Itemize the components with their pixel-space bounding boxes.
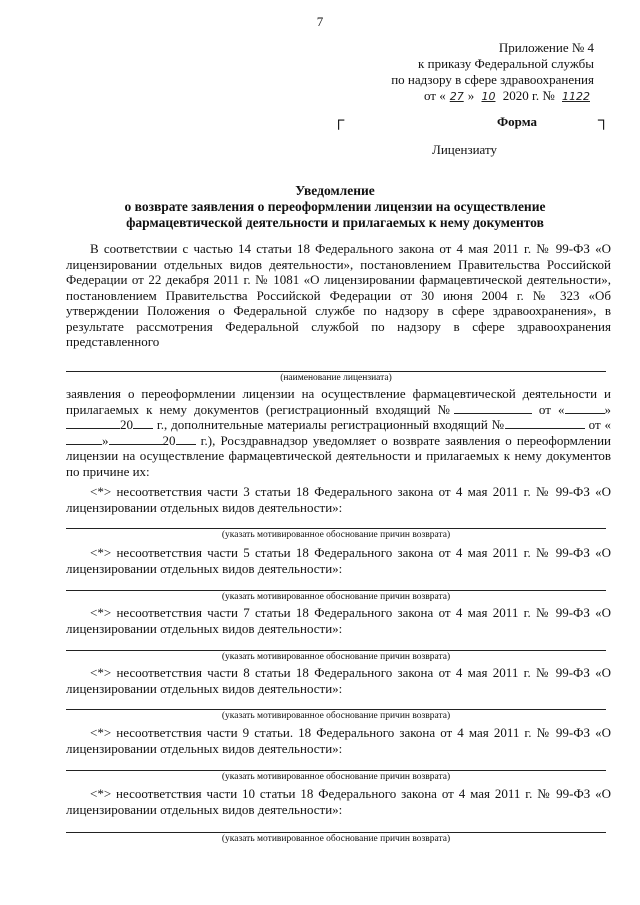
- date-number-handwritten: 1122: [562, 90, 590, 103]
- title-line-2: о возврате заявления о переоформлении лицензии на осуществление: [124, 199, 546, 214]
- reg-text-7: »: [102, 432, 109, 448]
- reason-line: [66, 709, 606, 710]
- reason-text: <*> несоответствия части 9 статьи. 18 Федерального закона от 4 мая 2011 г. № 99-ФЗ «О лицензировании отдельных видов деятельности»:: [66, 725, 611, 756]
- reason-block-4: [66, 665, 611, 696]
- reason-text: <*> несоответствия части 5 статьи 18 Федерального закона от 4 мая 2011 г. № 99-ФЗ «О лицензировании отдельных видов деятельности»:: [66, 545, 611, 576]
- reason-caption: (указать мотивированное обоснование причин возврата): [221, 772, 451, 782]
- reg-day-blank: [565, 402, 605, 414]
- appendix-date-line: [391, 88, 594, 105]
- reg-year-blank: [133, 417, 153, 429]
- add-number-blank: [505, 417, 585, 429]
- form-label: Форма: [497, 114, 537, 129]
- add-month-blank: [109, 433, 163, 445]
- title-line-3: фармацевтической деятельности и прилагаемых к нему документов: [126, 215, 544, 230]
- reg-number-blank: [454, 402, 532, 414]
- form-bracket-left: ┌: [333, 112, 345, 129]
- reg-text-4: 20: [120, 417, 133, 432]
- date-day-handwritten: 27: [449, 90, 464, 103]
- licensee-caption: (наименование лицензиата): [280, 373, 392, 383]
- reg-text-9: г.), Росздравнадзор уведомляет о возврате заявления о переоформлении лицензии на осуществление фармацевтической деятельности и прилагаемых к нему документов по причине их:: [66, 432, 612, 479]
- reason-caption: (указать мотивированное обоснование причин возврата): [221, 711, 451, 721]
- add-year-blank: [176, 433, 196, 445]
- registration-paragraph: [66, 386, 611, 479]
- page-number: 7: [316, 14, 324, 29]
- reg-text-1: заявления о переоформлении лицензии на осуществление фармацевтической деятельности и прилагаемых к нему документов (регистрационный входящий №: [66, 386, 611, 417]
- reason-caption: (указать мотивированное обоснование причин возврата): [221, 834, 451, 844]
- reg-text-2: от «: [538, 401, 565, 417]
- reason-block-1: [66, 484, 611, 515]
- reason-line: [66, 770, 606, 771]
- date-mid: »: [467, 88, 475, 103]
- reason-line: [66, 528, 606, 529]
- reason-caption: (указать мотивированное обоснование причин возврата): [221, 652, 451, 662]
- reason-block-5: [66, 725, 611, 756]
- reg-text-3: »: [604, 401, 612, 417]
- reason-caption: (указать мотивированное обоснование причин возврата): [221, 592, 451, 602]
- reg-month-blank: [66, 417, 120, 429]
- reason-text: <*> несоответствия части 3 статьи 18 Федерального закона от 4 мая 2011 г. № 99-ФЗ «О лицензировании отдельных видов деятельности»:: [66, 484, 611, 515]
- reg-text-8: 20: [162, 432, 176, 448]
- reason-line: [66, 590, 606, 591]
- title-line-1: Уведомление: [295, 183, 375, 198]
- add-day-blank: [66, 433, 102, 445]
- reason-block-6: [66, 786, 611, 817]
- date-prefix: от «: [423, 88, 446, 103]
- reg-text-5: г., дополнительные материалы регистрационный входящий №: [156, 417, 505, 432]
- date-year: 2020 г. №: [502, 88, 555, 103]
- appendix-line-3: по надзору в сфере здравоохранения: [391, 72, 594, 87]
- appendix-header: [391, 40, 594, 105]
- form-bracket-right: ┐: [598, 112, 610, 129]
- reason-text: <*> несоответствия части 10 статьи 18 Федерального закона от 4 мая 2011 г. № 99-ФЗ «О лицензировании отдельных видов деятельности»:: [66, 786, 611, 817]
- reason-block-3: [66, 605, 611, 636]
- licensee-name-line: [66, 371, 606, 372]
- intro-text: В соответствии с частью 14 статьи 18 Федерального закона от 4 мая 2011 г. № 99-ФЗ «О лицензировании отдельных видов деятельности», постановлением Правительства Российской Федерации от 22 декабря 2011 г. № 1081 «О лицензировании фармацевтической деятельности», постановлением Правительства Российской Федерации от 30 июня 2004 г. № 323 «Об утверждении Положения о Федеральной службе по надзору в сфере здравоохранения», в результате рассмотрения Федеральной службой по надзору в сфере здравоохранения представленного: [66, 241, 611, 349]
- appendix-line-1: Приложение № 4: [498, 40, 594, 55]
- reason-text: <*> несоответствия части 7 статьи 18 Федерального закона от 4 мая 2011 г. № 99-ФЗ «О лицензировании отдельных видов деятельности»:: [66, 605, 611, 636]
- intro-paragraph: [66, 241, 611, 350]
- appendix-line-2: к приказу Федеральной службы: [418, 56, 594, 71]
- reg-text-6: от «: [588, 417, 612, 432]
- reason-block-2: [66, 545, 611, 576]
- reason-caption: (указать мотивированное обоснование причин возврата): [221, 530, 451, 540]
- reason-text: <*> несоответствия части 8 статьи 18 Федерального закона от 4 мая 2011 г. № 99-ФЗ «О лицензировании отдельных видов деятельности»:: [66, 665, 611, 696]
- reason-line: [66, 650, 606, 651]
- date-month-handwritten: 10: [481, 90, 496, 103]
- licensee-label: Лицензиату: [432, 142, 497, 157]
- reason-line: [66, 832, 606, 833]
